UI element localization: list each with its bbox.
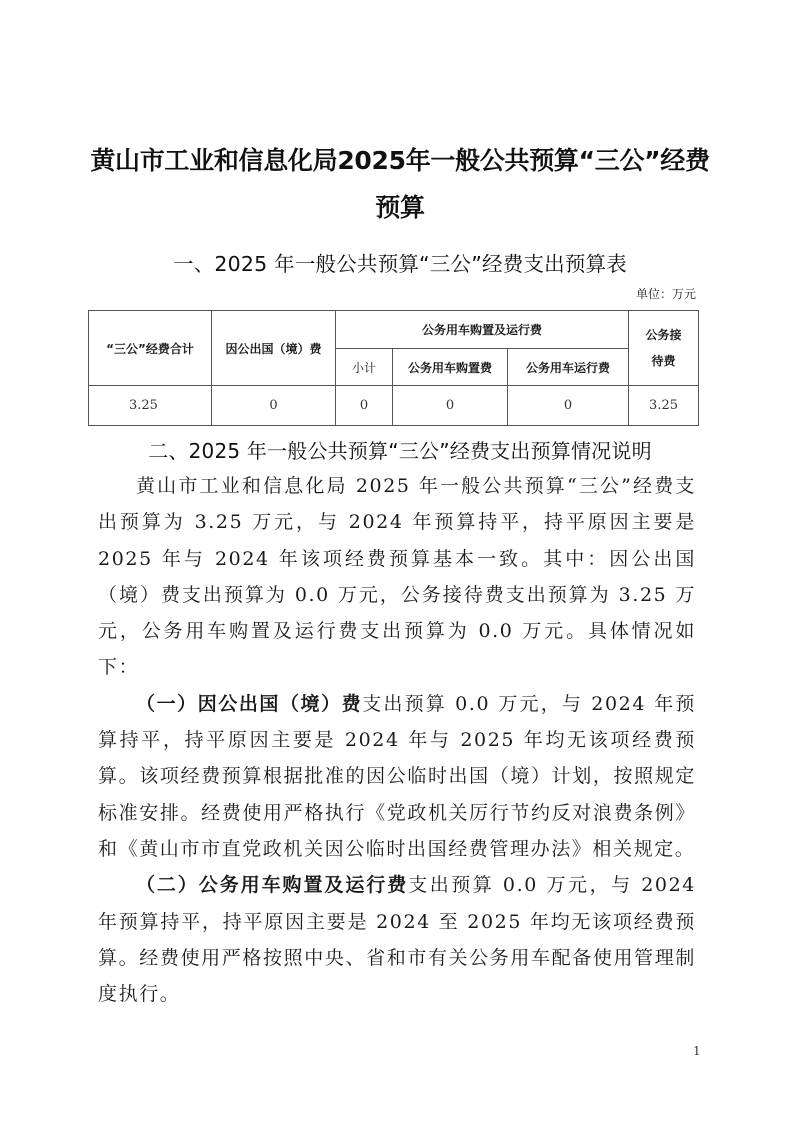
paragraph-vehicle	[98, 867, 696, 1012]
table-row	[89, 386, 699, 426]
header-reception-label: 公务接待费	[645, 328, 682, 368]
table-header-row	[89, 311, 699, 349]
paragraph-overseas-heading: （一）因公出国（境）费	[136, 692, 363, 715]
header-vehicle-group: 公务用车购置及运行费	[336, 311, 629, 349]
paragraph-summary-text: 黄山市工业和信息化局 2025 年一般公共预算“三公”经费支出预算为 3.25 万元，与 2024 年预算持平，持平原因主要是 2025 年与 2024 年该项经费预算基本一致。其中：因公出国（境）费支出预算为 0.0 万元，公务接待费支出预算为 3.25 万元，公务用车购置及运行费支出预算为 0.0 万元。具体情况如下：	[98, 475, 696, 679]
header-vehicle-operation: 公务用车运行费	[508, 349, 629, 386]
unit-label: 单位：万元	[635, 287, 696, 301]
budget-table	[88, 310, 699, 426]
explanation-body	[98, 468, 696, 1012]
cell-vehicle-subtotal: 0	[336, 386, 393, 426]
section-2-heading: 二、2025 年一般公共预算“三公”经费支出预算情况说明	[148, 439, 652, 463]
cell-vehicle-operation: 0	[508, 386, 629, 426]
paragraph-overseas	[98, 686, 696, 867]
document-title: 黄山市工业和信息化局2025年一般公共预算“三公”经费预算	[90, 146, 710, 222]
cell-total: 3.25	[89, 386, 212, 426]
header-vehicle-purchase: 公务用车购置费	[393, 349, 508, 386]
cell-reception: 3.25	[629, 386, 699, 426]
header-overseas: 因公出国（境）费	[212, 311, 336, 386]
cell-vehicle-purchase: 0	[393, 386, 508, 426]
cell-overseas: 0	[212, 386, 336, 426]
section-1-heading: 一、2025 年一般公共预算“三公”经费支出预算表	[173, 252, 627, 276]
paragraph-summary	[98, 468, 696, 686]
paragraph-vehicle-heading: （二）公务用车购置及运行费	[136, 874, 409, 897]
paragraph-overseas-text: 支出预算 0.0 万元，与 2024 年预算持平，持平原因主要是 2024 年与 2025 年均无该项经费预算。该项经费预算根据批准的因公临时出国（境）计划，按照规定标准安排。经费使用严格执行《党政机关厉行节约反对浪费条例》和《黄山市市直党政机关因公临时出国经费管理办法》相关规定。	[98, 692, 696, 860]
page-number: 1	[693, 1044, 701, 1058]
header-reception	[629, 311, 699, 386]
header-total: “三公”经费合计	[89, 311, 212, 386]
header-vehicle-subtotal: 小计	[336, 349, 393, 386]
paragraph-vehicle-text: 支出预算 0.0 万元，与 2024 年预算持平，持平原因主要是 2024 至 2025 年均无该项经费预算。经费使用严格按照中央、省和市有关公务用车配备使用管理制度执行。	[98, 874, 696, 1006]
